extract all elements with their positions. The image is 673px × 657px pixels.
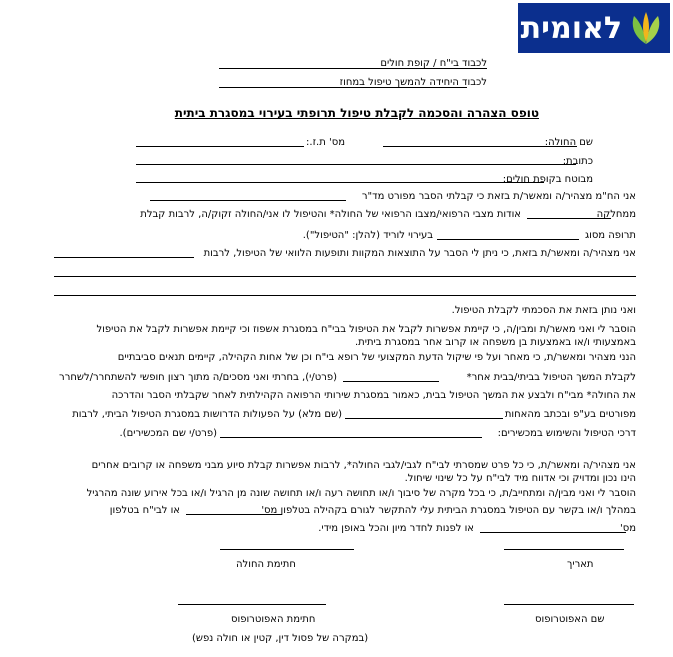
- p2-line-3: הוסבר לי ואני מבין/ה ומתחייב/ת, כי בכל מקרה של סיבוך ו/או תחושה רעה ו/או תחושה שונה מן הרגיל ו/או בכל אירוע שונה מהרגיל: [86, 488, 636, 499]
- p2-line-5a: מס': [619, 523, 636, 534]
- p1-line-7b: (פרט/י שם המכשירים).: [119, 428, 217, 439]
- patient-name-field[interactable]: [383, 146, 577, 147]
- p1-line-6a: מפורטים בע"פ ובכתב מהאחות: [504, 409, 636, 420]
- department-label: ממחלקה: [596, 209, 636, 220]
- insured-label: מבוטח בקופת חולים:: [502, 174, 593, 185]
- declaration-1: אני הח"מ מצהיר/ה ומאשר/ת בזאת כי קבלתי הסבר מפורט מד"ר: [361, 191, 636, 202]
- devices-field[interactable]: [220, 437, 482, 438]
- side-effects-field-3[interactable]: [54, 295, 636, 296]
- side-effects-field-1[interactable]: [54, 257, 194, 258]
- iv-note: בעירוי לוריד (להלן: "הטיפול").: [302, 230, 433, 241]
- leumit-logo: [518, 3, 670, 53]
- address-field[interactable]: [136, 164, 576, 165]
- guardian-name-field[interactable]: [504, 604, 634, 605]
- p2-line-5b: או לפנות לחדר מיון והכל באופן מידי.: [318, 523, 474, 534]
- to-hmo-field[interactable]: [219, 68, 487, 69]
- date-field[interactable]: [504, 549, 624, 550]
- insured-field[interactable]: [136, 182, 544, 183]
- patient-name-label: שם החולה:: [544, 137, 593, 148]
- drug-type-label: תרופה מסוג: [584, 230, 636, 241]
- p2-line-4a: במהלך ו/או בקשר עם הטיפול במסגרת הביתית עלי להתקשר לגורם בקהילה בטלפון מס': [261, 505, 636, 516]
- declaration-2: אני מצהיר/ה ומאשר/ת בזאת, כי ניתן לי הסבר על התוצאות המקוות ותופעות הלוואי של הטיפול, לרבות: [203, 248, 636, 259]
- p2-line-2: הינו נכון ומדויק וכי אדווח מיד לבי"ח על כל שינוי שיחול.: [404, 473, 636, 484]
- p1-line-5: את החולה* מבי"ח ולבצע את המשך הטיפול בבית, כאמור במסגרת שירותי הרפואה הקהילתית לאחר שקבלתי הסבר והדרכה: [111, 390, 636, 401]
- guardian-note: (במקרה של פסול דין, קטין או חולה נפש): [192, 633, 369, 644]
- p1-line-1: הוסבר לי ואני מאשר/ת ומבין/ה, כי קיימת אפשרות לקבל את הטיפול בבי"ח במסגרת אשפוז וכי קיימת אפשרות לקבל את הטיפול: [96, 324, 636, 335]
- nurse-name-field[interactable]: [345, 418, 503, 419]
- to-unit-field[interactable]: [219, 87, 467, 88]
- p1-line-7a: דרכי הטיפול והשימוש במכשירים:: [497, 428, 636, 439]
- side-effects-field-2[interactable]: [54, 276, 636, 277]
- community-phone-field[interactable]: [186, 514, 282, 515]
- p1-line-6b: (שם מלא) על הפעולות הדרושות במסגרת הטיפול הביתי, לרבות: [72, 409, 342, 420]
- alt-home-field[interactable]: [343, 381, 439, 382]
- p2-line-4b: או לבי"ח בטלפון: [109, 505, 180, 516]
- p1-line-4b: (פרט/י), בחרתי ואני מסכים/ה מתוך רצון חופשי להשתחרר/לשחרר: [59, 372, 337, 383]
- p1-line-2: באמצעותי ו/או באמצעות בן משפחה או קרוב אחר במסגרת ביתית.: [354, 337, 636, 348]
- consent-text: ואני נותן בזאת את הסכמתי לקבלת הטיפול.: [451, 305, 636, 316]
- patient-signature-field[interactable]: [220, 549, 354, 550]
- to-unit-label: לכבוד היחידה להמשך טיפול במחוז: [339, 77, 487, 88]
- guardian-signature-field[interactable]: [178, 604, 326, 605]
- p1-line-3: הנני מצהיר ומאשר/ת, כי מאחר ועל פי שיקול הדעת המקצועי של רופא בי"ח וכן של אחות הקהילה, קיימים תנאים סביבתיים: [117, 352, 636, 363]
- p1-line-4a: לקבלת המשך הטיפול בביתי/בבית אחר*: [466, 372, 636, 383]
- to-hmo-label: לכבוד בי"ח / קופת חולים: [380, 58, 487, 69]
- department-field[interactable]: [527, 218, 611, 219]
- id-field[interactable]: [136, 146, 304, 147]
- date-label: תאריך: [567, 559, 594, 570]
- hospital-phone-field[interactable]: [480, 532, 626, 533]
- id-label: מס' ת.ז.:: [306, 137, 345, 148]
- logo-text: לאומית: [520, 10, 622, 46]
- guardian-name-label: שם האפוטרופוס: [535, 614, 605, 625]
- guardian-signature-label: חתימת האפוטרופוס: [231, 614, 316, 625]
- declaration-1b: אודות מצבי הרפואי/מצבו הרפואי של החולה* והטיפול לו אני/החולה זקוק/ה, לרבות קבלת: [140, 209, 521, 220]
- drug-type-field[interactable]: [437, 239, 579, 240]
- logo-leaf-icon: [626, 8, 666, 48]
- address-label: כתובת:: [562, 156, 593, 167]
- patient-signature-label: חתימת החולה: [236, 559, 296, 570]
- form-title: טופס הצהרה והסכמה לקבלת טיפול תרופתי בעירוי במסגרת ביתית: [174, 106, 539, 120]
- doctor-name-field[interactable]: [150, 200, 346, 201]
- p2-line-1: אני מצהיר/ה ומאשר/ת, כי כל פרט שמסרתי לבי"ח לגבי/לגבי החולה*, לרבות אפשרות קבלת סיוע מבני משפחה או קרובים אחרים: [91, 460, 636, 471]
